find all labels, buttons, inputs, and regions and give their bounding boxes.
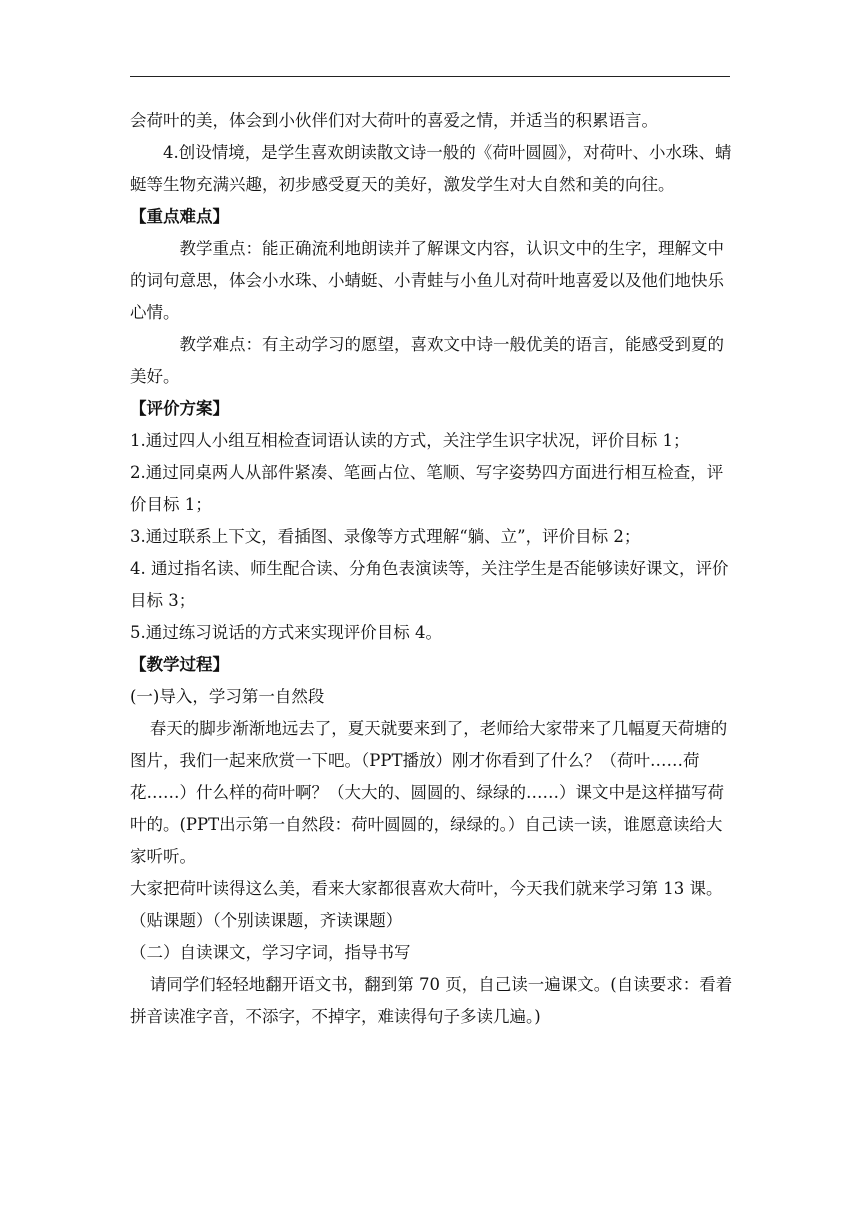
paragraph-goal-3-continued: 会荷叶的美，体会到小伙伴们对大荷叶的喜爱之情，并适当的积累语言。 (130, 111, 658, 130)
section-heading-process: 【教学过程】 (130, 655, 229, 674)
process-step-1-body: 春天的脚步渐渐地远去了，夏天就要来到了，老师给大家带来了几幅夏天荷塘的图片，我们一起来欣赏一下吧。（PPT播放）刚才你看到了什么？（荷叶……荷花……）什么样的荷叶啊？（大大的、圆圆的、绿绿的……）课文中是这样描写荷叶的。(PPT出示第一自然段：荷叶圆圆的，绿绿的。）自己读一读，谁愿意读给大家听听。 (130, 719, 728, 866)
evaluation-item-1: 1.通过四人小组互相检查词语认读的方式，关注学生识字状况，评价目标 1； (130, 431, 690, 450)
document-body (130, 105, 734, 1033)
process-step-2-body: 请同学们轻轻地翻开语文书，翻到第 70 页，自己读一遍课文。(自读要求：看着拼音读准字音，不添字，不掉字，难读得句子多读几遍。) (130, 975, 733, 1026)
evaluation-item-2: 2.通过同桌两人从部件紧凑、笔画占位、笔顺、写字姿势四方面进行相互检查，评价目标 1； (130, 463, 724, 514)
process-step-1-conclusion: 大家把荷叶读得这么美，看来大家都很喜欢大荷叶，今天我们就来学习第 13 课。（贴课题）（个别读课题，齐读课题） (130, 879, 723, 930)
evaluation-item-3: 3.通过联系上下文，看插图、录像等方式理解“躺、立”，评价目标 2； (130, 527, 641, 546)
process-step-1-title: (一)导入，学习第一自然段 (130, 687, 325, 706)
process-step-2-title: （二）自读课文，学习字词，指导书写 (130, 943, 411, 962)
paragraph-goal-4: 4.创设情境，是学生喜欢朗读散文诗一般的《荷叶圆圆》，对荷叶、小水珠、蜻蜓等生物充满兴趣，初步感受夏天的美好，激发学生对大自然和美的向往。 (130, 143, 732, 194)
header-rule (130, 76, 730, 77)
evaluation-item-5: 5.通过练习说话的方式来实现评价目标 4。 (130, 623, 442, 642)
section-heading-evaluation: 【评价方案】 (130, 399, 229, 418)
paragraph-teaching-difficulty: 教学难点：有主动学习的愿望，喜欢文中诗一般优美的语言，能感受到夏的美好。 (130, 335, 724, 386)
paragraph-teaching-key-point: 教学重点：能正确流利地朗读并了解课文内容，认识文中的生字，理解文中的词句意思，体会小水珠、小蜻蜓、小青蛙与小鱼儿对荷叶地喜爱以及他们地快乐心情。 (130, 239, 724, 322)
section-heading-key-points: 【重点难点】 (130, 207, 229, 226)
evaluation-item-4: 4. 通过指名读、师生配合读、分角色表演读等，关注学生是否能够读好课文，评价目标 3； (130, 559, 729, 610)
